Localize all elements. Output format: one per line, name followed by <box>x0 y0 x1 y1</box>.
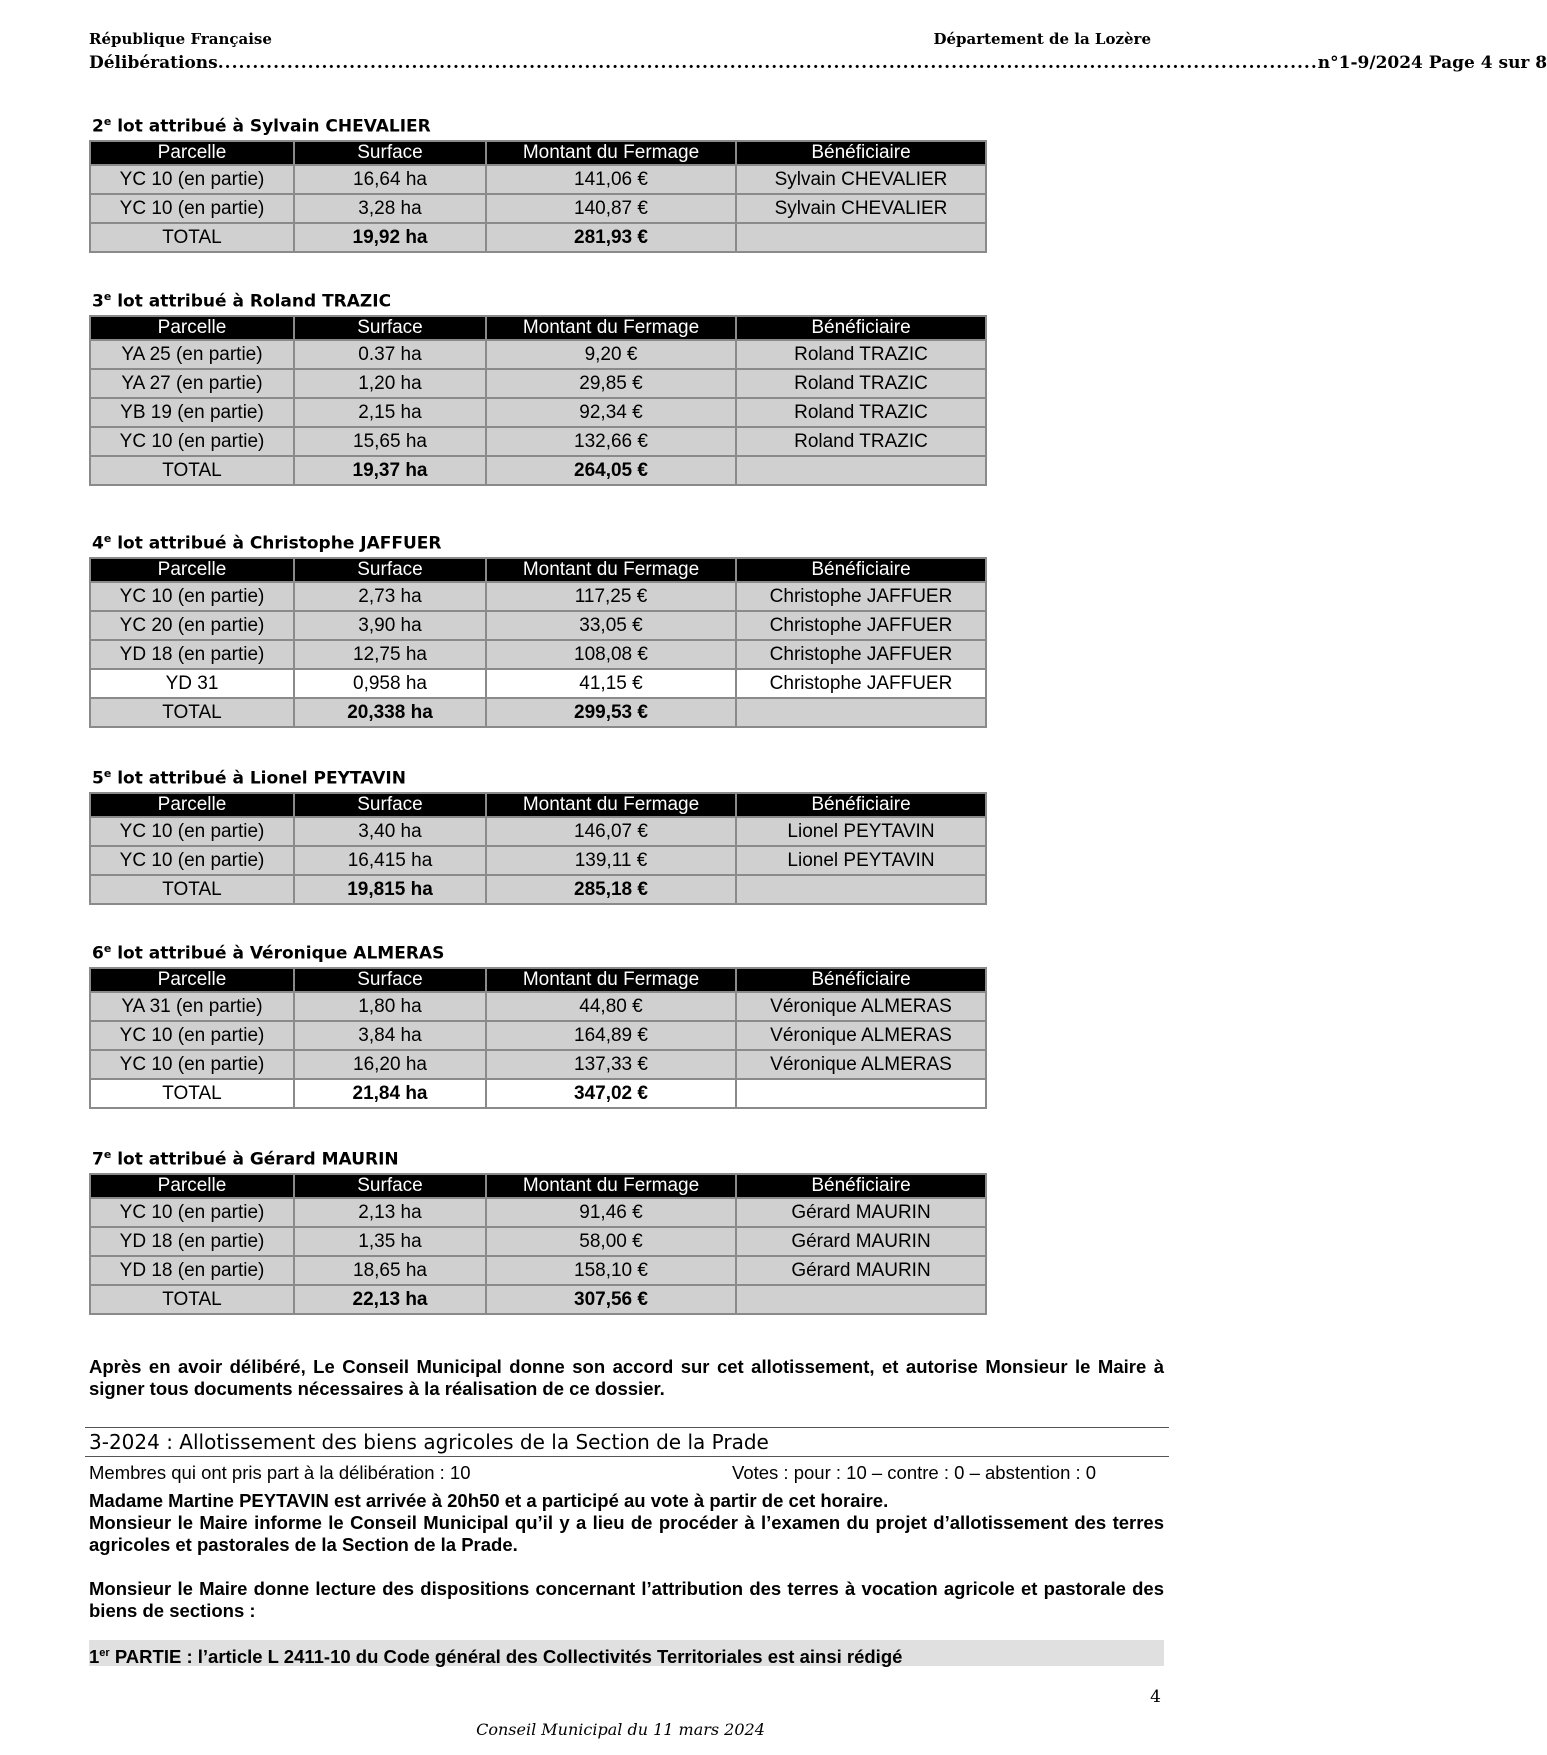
table-cell: YB 19 (en partie) <box>90 398 294 427</box>
table-row <box>90 427 986 456</box>
column-header: Parcelle <box>90 793 294 817</box>
total-row <box>90 1285 986 1314</box>
table-cell: 3,40 ha <box>294 817 486 846</box>
column-header: Montant du Fermage <box>486 793 736 817</box>
total-cell: TOTAL <box>90 1285 294 1314</box>
lot-title <box>92 115 431 137</box>
column-header: Surface <box>294 1174 486 1198</box>
table-cell: YA 25 (en partie) <box>90 340 294 369</box>
total-row <box>90 1079 986 1108</box>
table-row <box>90 846 986 875</box>
table-cell: 164,89 € <box>486 1021 736 1050</box>
lot-table <box>89 792 987 905</box>
table-cell: 91,46 € <box>486 1198 736 1227</box>
table-cell: 16,415 ha <box>294 846 486 875</box>
table-row <box>90 1050 986 1079</box>
total-cell: 347,02 € <box>486 1079 736 1108</box>
table-cell: Roland TRAZIC <box>736 340 986 369</box>
table-cell: Roland TRAZIC <box>736 369 986 398</box>
column-header: Bénéficiaire <box>736 316 986 340</box>
table-row <box>90 1021 986 1050</box>
table-row <box>90 640 986 669</box>
paragraph-arrival: Madame Martine PEYTAVIN est arrivée à 20h50 et a participé au vote à partir de cet horaire. <box>89 1490 889 1511</box>
header-dots: ............................................................................................................................................................... <box>217 53 1318 73</box>
table-row <box>90 992 986 1021</box>
partie-text: PARTIE : l’article L 2411-10 du Code général des Collectivités Territoriales est ainsi rédigé <box>109 1646 903 1668</box>
table-cell: YD 18 (en partie) <box>90 640 294 669</box>
table-header-row <box>90 793 986 817</box>
table-cell: Christophe JAFFUER <box>736 669 986 698</box>
lot-number-sup: e <box>103 290 112 303</box>
column-header: Surface <box>294 793 486 817</box>
table-cell: 158,10 € <box>486 1256 736 1285</box>
table-cell: YC 10 (en partie) <box>90 1021 294 1050</box>
lot-title-text: lot attribué à Gérard MAURIN <box>111 1149 399 1170</box>
table-cell: Lionel PEYTAVIN <box>736 817 986 846</box>
table-cell: 16,20 ha <box>294 1050 486 1079</box>
lot-number: 6 <box>92 943 104 964</box>
page-number: 4 <box>1150 1687 1161 1707</box>
lot-title-text: lot attribué à Lionel PEYTAVIN <box>111 768 406 789</box>
table-cell: Roland TRAZIC <box>736 398 986 427</box>
lot-number: 4 <box>92 533 104 554</box>
lot-title <box>92 532 441 554</box>
table-cell: Gérard MAURIN <box>736 1256 986 1285</box>
table-cell: 2,13 ha <box>294 1198 486 1227</box>
column-header: Montant du Fermage <box>486 1174 736 1198</box>
table-cell: 0.37 ha <box>294 340 486 369</box>
table-cell: 33,05 € <box>486 611 736 640</box>
column-header: Bénéficiaire <box>736 793 986 817</box>
table-cell: 58,00 € <box>486 1227 736 1256</box>
total-cell: 19,37 ha <box>294 456 486 485</box>
total-cell: 22,13 ha <box>294 1285 486 1314</box>
header-deliberations: Délibérations <box>89 53 218 73</box>
column-header: Montant du Fermage <box>486 968 736 992</box>
total-cell: TOTAL <box>90 1079 294 1108</box>
table-row <box>90 611 986 640</box>
table-cell: 3,28 ha <box>294 194 486 223</box>
table-cell: 29,85 € <box>486 369 736 398</box>
table-cell: YA 27 (en partie) <box>90 369 294 398</box>
table-cell: YD 18 (en partie) <box>90 1227 294 1256</box>
total-cell: TOTAL <box>90 698 294 727</box>
table-cell: Christophe JAFFUER <box>736 611 986 640</box>
decision-paragraph: Après en avoir délibéré, Le Conseil Municipal donne son accord sur cet allotissement, et autorise Monsieur le Maire à signer tous documents nécessaires à la réalisation de ce dossier. <box>89 1356 1164 1399</box>
table-row <box>90 194 986 223</box>
total-cell: 281,93 € <box>486 223 736 252</box>
table-cell: YD 31 <box>90 669 294 698</box>
header-deliberations-line <box>89 53 1547 73</box>
total-row <box>90 698 986 727</box>
lot-number-sup: e <box>103 942 112 955</box>
table-cell: Véronique ALMERAS <box>736 1021 986 1050</box>
column-header: Surface <box>294 558 486 582</box>
table-cell: YC 10 (en partie) <box>90 582 294 611</box>
table-cell: YC 10 (en partie) <box>90 817 294 846</box>
table-cell: 146,07 € <box>486 817 736 846</box>
column-header: Bénéficiaire <box>736 141 986 165</box>
table-header-row <box>90 968 986 992</box>
total-cell: 19,815 ha <box>294 875 486 904</box>
column-header: Parcelle <box>90 316 294 340</box>
table-cell: 0,958 ha <box>294 669 486 698</box>
total-cell <box>736 223 986 252</box>
column-header: Parcelle <box>90 141 294 165</box>
footer-conseil: Conseil Municipal du 11 mars 2024 <box>476 1720 765 1739</box>
column-header: Surface <box>294 968 486 992</box>
lot-number-sup: e <box>103 1148 112 1161</box>
table-cell: Véronique ALMERAS <box>736 992 986 1021</box>
table-cell: Lionel PEYTAVIN <box>736 846 986 875</box>
table-cell: YC 20 (en partie) <box>90 611 294 640</box>
lot-title-text: lot attribué à Sylvain CHEVALIER <box>111 116 431 137</box>
total-cell: 299,53 € <box>486 698 736 727</box>
table-header-row <box>90 1174 986 1198</box>
table-cell: Véronique ALMERAS <box>736 1050 986 1079</box>
lot-title <box>92 290 391 312</box>
lot-number: 5 <box>92 768 104 789</box>
table-row <box>90 165 986 194</box>
table-row <box>90 582 986 611</box>
table-cell: 18,65 ha <box>294 1256 486 1285</box>
table-cell: 44,80 € <box>486 992 736 1021</box>
column-header: Bénéficiaire <box>736 558 986 582</box>
table-cell: Christophe JAFFUER <box>736 640 986 669</box>
column-header: Montant du Fermage <box>486 558 736 582</box>
table-cell: YC 10 (en partie) <box>90 846 294 875</box>
lot-number-sup: e <box>103 532 112 545</box>
table-cell: YC 10 (en partie) <box>90 194 294 223</box>
table-cell: YA 31 (en partie) <box>90 992 294 1021</box>
column-header: Montant du Fermage <box>486 141 736 165</box>
table-cell: YC 10 (en partie) <box>90 427 294 456</box>
lot-number: 2 <box>92 116 104 137</box>
paragraph-maire-informe: Monsieur le Maire informe le Conseil Municipal qu’il y a lieu de procéder à l’examen du projet d’allotissement des terres agricoles et pastorales de la Section de la Prade. <box>89 1512 1164 1555</box>
table-cell: 139,11 € <box>486 846 736 875</box>
total-row <box>90 456 986 485</box>
lot-table <box>89 1173 987 1315</box>
partie-sup: er <box>99 1647 110 1659</box>
total-cell: TOTAL <box>90 223 294 252</box>
lot-number-sup: e <box>103 115 112 128</box>
total-row <box>90 223 986 252</box>
column-header: Bénéficiaire <box>736 1174 986 1198</box>
column-header: Parcelle <box>90 968 294 992</box>
partie-num: 1 <box>89 1646 100 1668</box>
column-header: Montant du Fermage <box>486 316 736 340</box>
total-cell: TOTAL <box>90 456 294 485</box>
section-title: 3-2024 : Allotissement des biens agricoles de la Section de la Prade <box>85 1427 1169 1457</box>
lot-table <box>89 315 987 486</box>
total-cell: 19,92 ha <box>294 223 486 252</box>
paragraph-maire-lecture: Monsieur le Maire donne lecture des dispositions concernant l’attribution des terres à vocation agricole et pastorale des biens de sections : <box>89 1578 1164 1621</box>
table-cell: 117,25 € <box>486 582 736 611</box>
table-cell: 12,75 ha <box>294 640 486 669</box>
table-cell: 1,35 ha <box>294 1227 486 1256</box>
table-row <box>90 1198 986 1227</box>
lot-title <box>92 767 406 789</box>
table-cell: 3,84 ha <box>294 1021 486 1050</box>
votes-result: Votes : pour : 10 – contre : 0 – abstention : 0 <box>732 1462 1097 1483</box>
lot-table <box>89 557 987 728</box>
table-cell: 141,06 € <box>486 165 736 194</box>
total-cell: 285,18 € <box>486 875 736 904</box>
table-cell: 2,73 ha <box>294 582 486 611</box>
table-row <box>90 1227 986 1256</box>
total-cell: 20,338 ha <box>294 698 486 727</box>
lot-title <box>92 942 444 964</box>
table-cell: YC 10 (en partie) <box>90 1198 294 1227</box>
total-cell <box>736 1079 986 1108</box>
lot-title <box>92 1148 399 1170</box>
total-cell: 21,84 ha <box>294 1079 486 1108</box>
lot-number-sup: e <box>103 767 112 780</box>
total-cell <box>736 698 986 727</box>
table-row <box>90 340 986 369</box>
table-cell: 92,34 € <box>486 398 736 427</box>
column-header: Bénéficiaire <box>736 968 986 992</box>
table-cell: 9,20 € <box>486 340 736 369</box>
table-cell: 15,65 ha <box>294 427 486 456</box>
lot-number: 3 <box>92 291 104 312</box>
table-header-row <box>90 558 986 582</box>
column-header: Parcelle <box>90 1174 294 1198</box>
lot-title-text: lot attribué à Véronique ALMERAS <box>111 943 445 964</box>
table-cell: YC 10 (en partie) <box>90 165 294 194</box>
lot-table <box>89 140 987 253</box>
header-page-ref: n°1-9/2024 Page 4 sur 8 <box>1317 53 1547 73</box>
table-cell: 1,20 ha <box>294 369 486 398</box>
table-row <box>90 398 986 427</box>
total-cell <box>736 875 986 904</box>
column-header: Parcelle <box>90 558 294 582</box>
table-cell: 2,15 ha <box>294 398 486 427</box>
table-cell: 16,64 ha <box>294 165 486 194</box>
table-header-row <box>90 141 986 165</box>
table-cell: 3,90 ha <box>294 611 486 640</box>
table-cell: 1,80 ha <box>294 992 486 1021</box>
table-header-row <box>90 316 986 340</box>
partie-heading <box>89 1640 1164 1666</box>
table-row <box>90 817 986 846</box>
table-cell: Sylvain CHEVALIER <box>736 194 986 223</box>
header-departement: Département de la Lozère <box>933 30 1151 48</box>
total-cell: TOTAL <box>90 875 294 904</box>
column-header: Surface <box>294 316 486 340</box>
table-cell: 41,15 € <box>486 669 736 698</box>
lot-number: 7 <box>92 1149 104 1170</box>
table-cell: YD 18 (en partie) <box>90 1256 294 1285</box>
total-cell <box>736 1285 986 1314</box>
table-cell: 140,87 € <box>486 194 736 223</box>
lot-table <box>89 967 987 1109</box>
table-cell: YC 10 (en partie) <box>90 1050 294 1079</box>
table-cell: Gérard MAURIN <box>736 1198 986 1227</box>
total-cell: 264,05 € <box>486 456 736 485</box>
table-cell: Roland TRAZIC <box>736 427 986 456</box>
table-cell: Gérard MAURIN <box>736 1227 986 1256</box>
header-republique: République Française <box>89 30 272 48</box>
total-row <box>90 875 986 904</box>
table-row <box>90 369 986 398</box>
table-cell: Christophe JAFFUER <box>736 582 986 611</box>
table-cell: Sylvain CHEVALIER <box>736 165 986 194</box>
table-cell: 137,33 € <box>486 1050 736 1079</box>
lot-title-text: lot attribué à Roland TRAZIC <box>111 291 392 312</box>
column-header: Surface <box>294 141 486 165</box>
lot-title-text: lot attribué à Christophe JAFFUER <box>111 533 442 554</box>
table-row <box>90 1256 986 1285</box>
table-cell: 108,08 € <box>486 640 736 669</box>
table-row <box>90 669 986 698</box>
total-cell: 307,56 € <box>486 1285 736 1314</box>
total-cell <box>736 456 986 485</box>
members-count: Membres qui ont pris part à la délibération : 10 <box>89 1462 471 1483</box>
table-cell: 132,66 € <box>486 427 736 456</box>
